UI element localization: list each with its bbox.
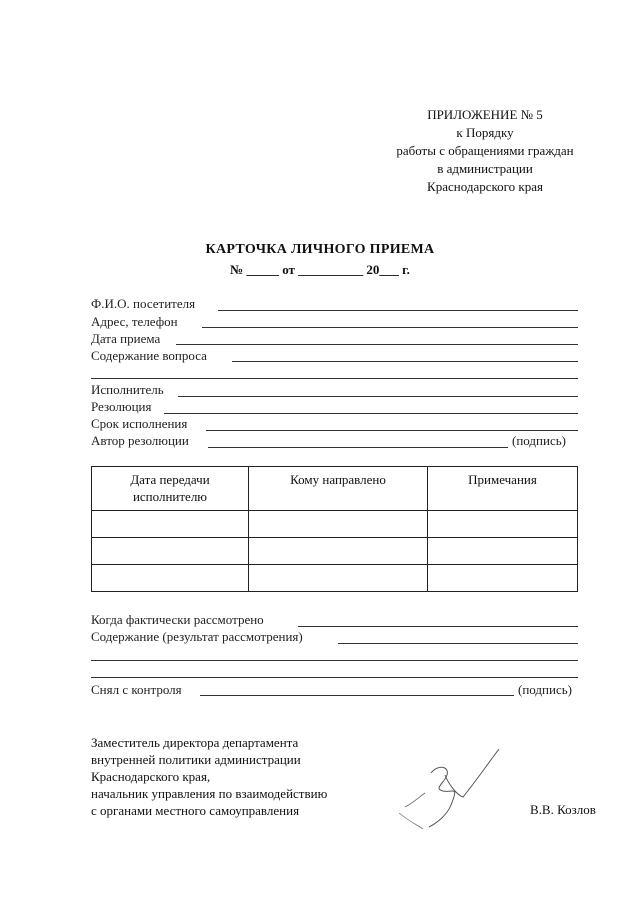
actually-reviewed-label: Когда фактически рассмотрено xyxy=(91,612,264,627)
signatory-name: В.В. Козлов xyxy=(530,802,596,817)
executor-label: Исполнитель xyxy=(91,382,164,397)
content-result-field-3[interactable] xyxy=(91,677,578,678)
deadline-label: Срок исполнения xyxy=(91,416,188,431)
table-cell[interactable] xyxy=(428,538,578,565)
table-row xyxy=(92,511,578,538)
resolution-author-field[interactable] xyxy=(208,447,508,448)
table-cell[interactable] xyxy=(92,511,249,538)
table-cell[interactable] xyxy=(249,538,428,565)
signatory-line-3: Краснодарского края, xyxy=(91,769,211,784)
appendix-line-3: работы с обращениями граждан xyxy=(396,143,574,158)
appendix-header xyxy=(380,106,590,196)
table-cell[interactable] xyxy=(92,538,249,565)
question-content-label: Содержание вопроса xyxy=(91,348,207,363)
signatory-block xyxy=(91,734,327,819)
table-row xyxy=(92,565,578,592)
appendix-title: ПРИЛОЖЕНИЕ № 5 xyxy=(427,107,543,122)
resolution-field[interactable] xyxy=(164,413,578,414)
handwritten-signature xyxy=(395,745,505,835)
table-header-transfer-date: Дата передачи исполнителю xyxy=(92,467,249,511)
reception-date-field[interactable] xyxy=(176,344,578,345)
visitor-name-field[interactable] xyxy=(218,310,578,311)
executor-field[interactable] xyxy=(178,396,578,397)
content-result-field-2[interactable] xyxy=(91,660,578,661)
card-title: КАРТОЧКА ЛИЧНОГО ПРИЕМА xyxy=(205,242,435,257)
appendix-line-2: к Порядку xyxy=(456,125,514,140)
table-cell[interactable] xyxy=(428,565,578,592)
question-content-field[interactable] xyxy=(232,361,578,362)
actually-reviewed-field[interactable] xyxy=(298,626,578,627)
card-number-line: № _____ от __________ 20___ г. xyxy=(230,262,410,277)
table-cell[interactable] xyxy=(92,565,249,592)
appendix-line-5: Краснодарского края xyxy=(427,179,543,194)
question-content-field-2[interactable] xyxy=(91,378,578,379)
table-cell[interactable] xyxy=(249,511,428,538)
signatory-line-4: начальник управления по взаимодействию xyxy=(91,786,328,801)
reception-date-label: Дата приема xyxy=(91,331,161,346)
address-phone-field[interactable] xyxy=(202,327,578,328)
visitor-name-label: Ф.И.О. посетителя xyxy=(91,296,196,311)
signatory-line-2: внутренней политики администрации xyxy=(91,752,301,767)
removed-signature-note: (подпись) xyxy=(518,682,572,697)
table-row xyxy=(92,538,578,565)
address-phone-label: Адрес, телефон xyxy=(91,314,178,329)
appendix-line-4: в администрации xyxy=(437,161,533,176)
content-result-label: Содержание (результат рассмотрения) xyxy=(91,629,303,644)
signatory-line-5: с органами местного самоуправления xyxy=(91,803,300,818)
resolution-author-label: Автор резолюции xyxy=(91,433,189,448)
resolution-author-signature-note: (подпись) xyxy=(512,433,566,448)
table-cell[interactable] xyxy=(249,565,428,592)
resolution-label: Резолюция xyxy=(91,399,152,414)
content-result-field[interactable] xyxy=(338,643,578,644)
transfer-table xyxy=(91,466,578,592)
table-header-sent-to: Кому направлено xyxy=(249,467,428,511)
removed-from-control-label: Снял с контроля xyxy=(91,682,182,697)
table-header-notes: Примечания xyxy=(428,467,578,511)
table-cell[interactable] xyxy=(428,511,578,538)
removed-from-control-field[interactable] xyxy=(200,695,514,696)
table-header-row xyxy=(92,467,578,511)
deadline-field[interactable] xyxy=(206,430,578,431)
signatory-line-1: Заместитель директора департамента xyxy=(91,735,299,750)
